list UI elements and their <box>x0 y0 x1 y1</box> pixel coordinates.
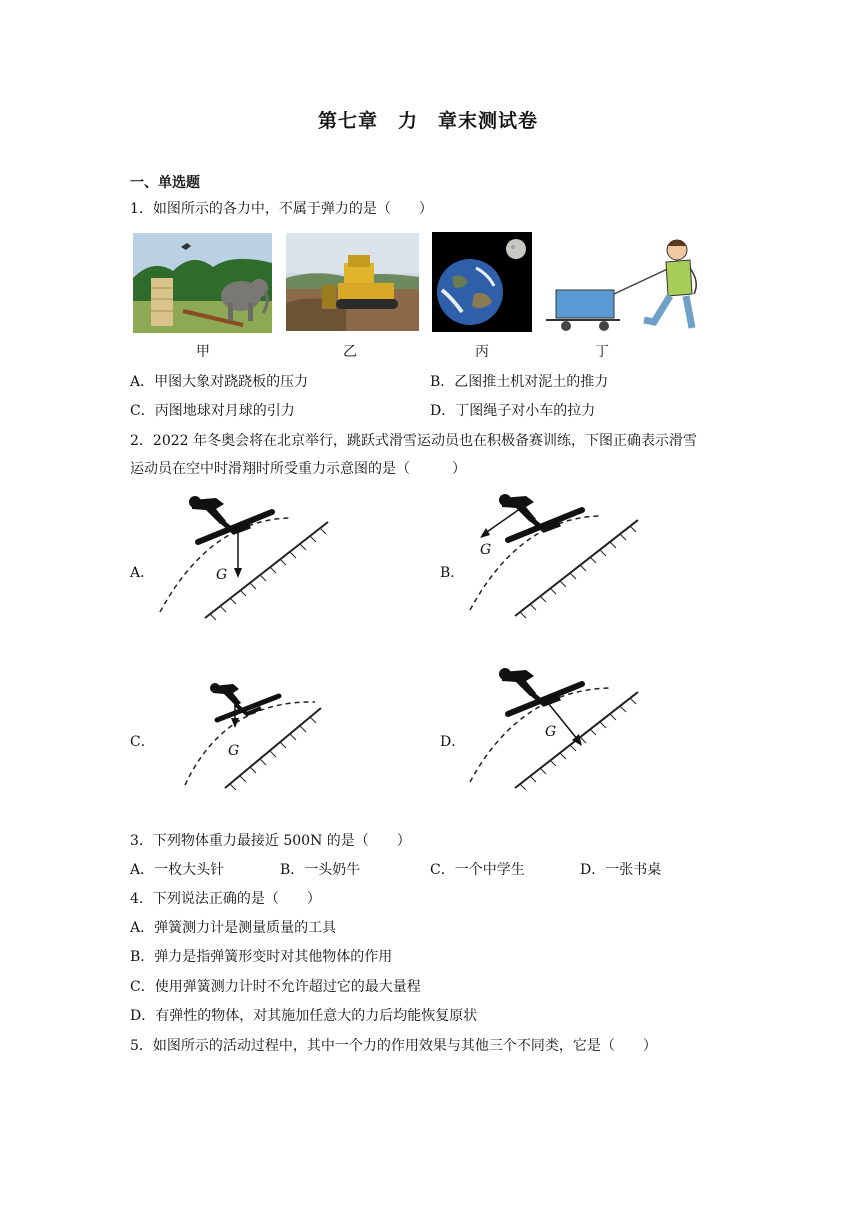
q3-option-a: A．一枚大头针 <box>130 862 225 878</box>
boy-pulling-cart-image <box>544 238 704 338</box>
g-label-b: G <box>480 542 492 558</box>
q2-option-d-label: D． <box>440 734 466 750</box>
q3-option-b: B．一头奶牛 <box>280 862 361 878</box>
q3-option-c: C．一个中学生 <box>430 862 525 878</box>
caption-jia: 甲 <box>196 344 210 360</box>
question-2-stem-line1: 2．2022 年冬奥会将在北京举行，跳跃式滑雪运动员也在积极备赛训练，下图正确表示滑雪 <box>130 433 697 449</box>
question-4-stem: 4．下列说法正确的是（ ） <box>130 891 321 907</box>
g-label-a: G <box>216 567 228 583</box>
q4-option-c: C．使用弹簧测力计时不允许超过它的最大量程 <box>130 979 421 995</box>
q1-option-b: B．乙图推土机对泥土的推力 <box>430 374 609 390</box>
elephant-seesaw-image <box>133 233 272 333</box>
bulldozer-image <box>286 233 419 331</box>
q4-option-a: A．弹簧测力计是测量质量的工具 <box>130 920 337 936</box>
caption-yi: 乙 <box>343 344 357 360</box>
q1-option-d: D．丁图绳子对小车的拉力 <box>430 403 596 419</box>
caption-ding: 丁 <box>595 344 609 360</box>
q1-option-a: A．甲图大象对跷跷板的压力 <box>130 374 309 390</box>
q3-option-d: D．一张书桌 <box>580 862 662 878</box>
caption-bing: 丙 <box>475 344 489 360</box>
page-title: 第七章 力 章末测试卷 <box>318 110 539 132</box>
g-label-d: G <box>545 724 557 740</box>
q2-option-a-label: A． <box>130 565 155 581</box>
question-5-stem: 5．如图所示的活动过程中，其中一个力的作用效果与其他三个不同类，它是（ ） <box>130 1038 657 1054</box>
skier-diagram-c <box>175 670 335 795</box>
q4-option-d: D．有弹性的物体，对其施加任意大的力后均能恢复原状 <box>130 1008 478 1024</box>
g-label-c: G <box>228 743 240 759</box>
question-3-stem: 3．下列物体重力最接近 500N 的是（ ） <box>130 833 411 849</box>
q1-option-c: C．丙图地球对月球的引力 <box>130 403 295 419</box>
question-1-stem: 1．如图所示的各力中，不属于弹力的是（ ） <box>130 201 433 217</box>
section-title: 一、单选题 <box>130 175 200 191</box>
q2-option-c-label: C． <box>130 734 155 750</box>
q2-option-b-label: B． <box>440 565 465 581</box>
skier-diagram-a <box>150 490 340 625</box>
question-2-stem-line2: 运动员在空中时滑翔时所受重力示意图的是（ ） <box>130 461 466 477</box>
q4-option-b: B．弹力是指弹簧形变时对其他物体的作用 <box>130 949 393 965</box>
earth-moon-image <box>432 232 532 332</box>
